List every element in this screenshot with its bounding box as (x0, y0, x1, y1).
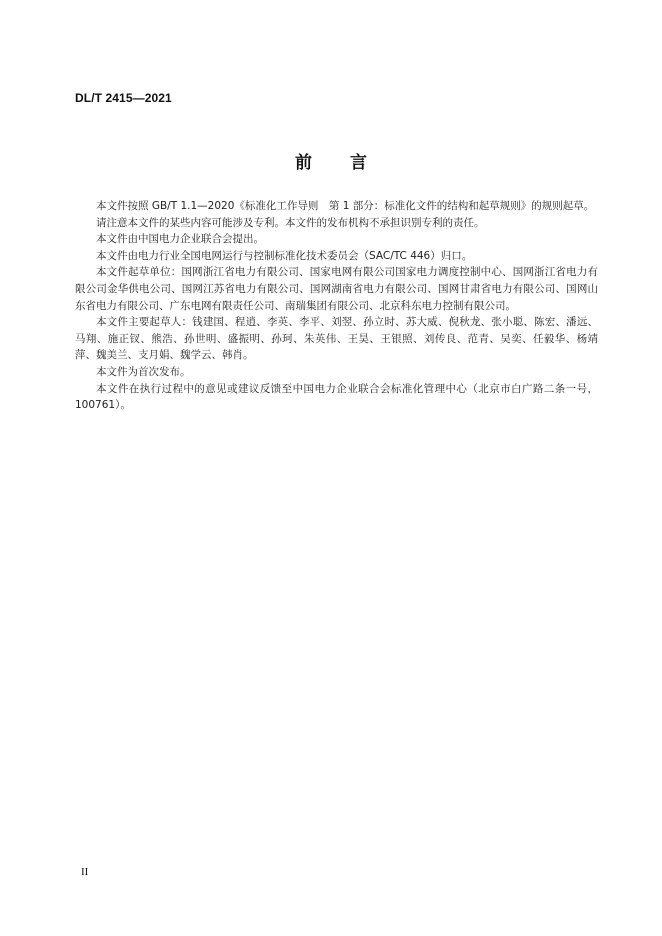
paragraph-main-drafters: 本文件主要起草人：钱建国、程逍、李英、李平、刘翌、孙立时、苏大威、倪秋龙、张小聪、陈宏、潘远、马翔、施正钗、熊浩、孙世明、盛振明、孙珂、朱英伟、王昊、王银照、刘传良、范青、吴奕、任毅华、杨靖萍、魏美兰、支月娟、魏学云、韩肖。 (75, 316, 598, 362)
paragraph-drafting-organizations: 本文件起草单位：国网浙江省电力有限公司、国家电网有限公司国家电力调度控制中心、国网浙江省电力有限公司金华供电公司、国网江苏省电力有限公司、国网湖南省电力有限公司、国网甘肃省电力有限公司、国网山东省电力有限公司、广东电网有限责任公司、南瑞集团有限公司、北京科东电力控制有限公司。 (75, 266, 598, 312)
document-identifier: DL/T 2415—2021 (75, 91, 172, 105)
foreword-body (75, 198, 598, 414)
page-title (0, 148, 662, 173)
paragraph-patent-notice: 请注意本文件的某些内容可能涉及专利。本文件的发布机构不承担识别专利的责任。 (96, 216, 485, 229)
paragraph-drafting-rules: 本文件按照 GB/T 1.1—2020《标准化工作导则 第 1 部分：标准化文件的结构和起草规则》的规则起草。 (96, 200, 595, 212)
title-part-1: 前 (295, 153, 312, 173)
paragraph-proposer: 本文件由中国电力企业联合会提出。 (96, 233, 264, 246)
paragraph-first-release: 本文件为首次发布。 (96, 365, 191, 378)
paragraph-feedback-contact: 本文件在执行过程中的意见或建议反馈至中国电力企业联合会标准化管理中心（北京市白广路二条一号，100761）。 (75, 382, 598, 412)
title-part-2: 言 (350, 153, 367, 173)
page-number: II (81, 866, 89, 878)
paragraph-technical-committee: 本文件由电力行业全国电网运行与控制标准化技术委员会（SAC/TC 446）归口。 (96, 249, 473, 262)
